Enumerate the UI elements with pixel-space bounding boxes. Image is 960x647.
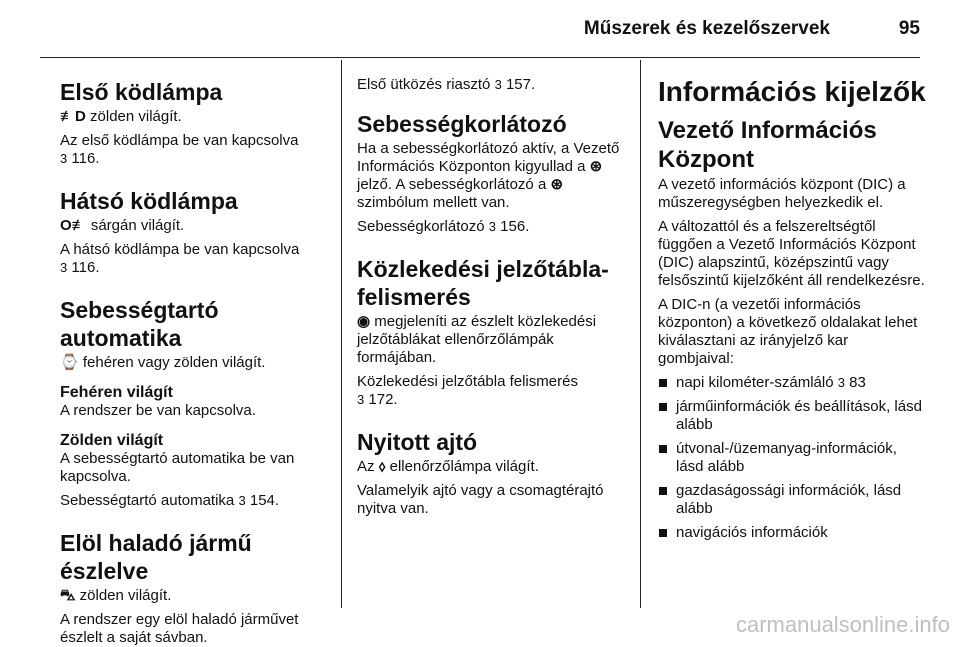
column-divider xyxy=(341,60,342,608)
body-text: Közlekedési jelzőtábla felismerés xyxy=(357,373,578,390)
page-reference[interactable]: 116. xyxy=(71,259,100,276)
rear-fog-icon: O≢ xyxy=(60,217,87,234)
dic-pages-list xyxy=(658,374,926,542)
page-ref-arrow-icon: 3 xyxy=(60,151,68,166)
body-text: Első ütközés riasztó xyxy=(357,76,491,93)
body-text: A változattól és a felszereltségtől függően a Vezető Információs Központ (DIC) alapszintű, középszintű vagy felsőszintű kijelzőként áll rendelkezésre. xyxy=(658,218,925,289)
page-reference[interactable]: 154. xyxy=(249,492,280,509)
page-reference[interactable]: 116. xyxy=(71,150,100,167)
subsection-title: Zölden világít xyxy=(60,432,164,449)
section-title: Közlekedési jelzőtábla-felismerés xyxy=(357,256,609,310)
body-text: Ha a sebességkorlátozó aktív, a Vezető Információs Központon kigyullad a xyxy=(357,140,620,175)
column-3 xyxy=(658,60,926,542)
page-reference[interactable]: 83 xyxy=(849,374,866,391)
page-reference[interactable]: 172. xyxy=(368,391,398,408)
section-title: Sebességtartó automatika xyxy=(60,297,219,351)
list-item: útvonal-/üzemanyag-információk, lásd alább xyxy=(658,440,926,476)
page-ref-arrow-icon: 3 xyxy=(238,493,246,508)
page-ref-arrow-icon: 3 xyxy=(488,219,496,234)
body-text: A hátsó ködlámpa be van kapcsolva xyxy=(60,241,300,258)
section-title: Sebességkorlátozó xyxy=(357,111,567,137)
body-text: A rendszer be van kapcsolva. xyxy=(60,402,256,419)
page-reference[interactable]: 157. xyxy=(505,76,536,93)
list-item: napi kilométer-számláló 3 83 xyxy=(658,374,926,392)
body-text: Sebességtartó automatika xyxy=(60,492,235,509)
column-2 xyxy=(357,60,625,518)
body-text: fehéren vagy zölden világít. xyxy=(82,354,266,371)
page-header xyxy=(40,14,920,50)
page-ref-arrow-icon: 3 xyxy=(494,77,502,92)
body-text: megjeleníti az észlelt közlekedési jelzőtáblákat ellenőrzőlámpák formájában. xyxy=(357,313,597,366)
cruise-control-icon: ⌚ xyxy=(60,354,79,371)
body-text: A sebességtartó automatika be van kapcsolva. xyxy=(60,450,295,485)
header-rule xyxy=(40,57,920,58)
body-text: zölden világít. xyxy=(90,108,182,125)
body-text: jelző. A sebességkorlátozó a xyxy=(357,176,547,193)
header-title: Műszerek és kezelőszervek xyxy=(583,18,830,39)
body-text: A vezető információs központ (DIC) a műszeregységben helyezkedik el. xyxy=(658,176,906,211)
section-title: Első ködlámpa xyxy=(60,79,223,105)
page-ref-arrow-icon: 3 xyxy=(60,260,68,275)
speed-limiter-icon: ⊛ xyxy=(589,158,603,175)
body-text: Az xyxy=(357,458,375,475)
body-text: ellenőrzőlámpa világít. xyxy=(389,458,539,475)
page-number: 95 xyxy=(898,18,920,39)
list-item: gazdaságossági információk, lásd alább xyxy=(658,482,926,518)
section-title: Nyitott ajtó xyxy=(357,429,478,455)
section-title: Elöl haladó jármű észlelve xyxy=(60,530,252,584)
page-ref-arrow-icon: 3 xyxy=(357,392,365,407)
front-fog-icon: ≢D xyxy=(60,108,86,125)
vehicle-ahead-icon: ⛍ xyxy=(60,587,76,604)
column-1 xyxy=(60,60,332,647)
subsection-title: Fehéren világít xyxy=(60,384,173,401)
page-reference[interactable]: 156. xyxy=(500,218,530,235)
page-ref-arrow-icon: 3 xyxy=(837,375,845,390)
body-text: szimbólum mellett van. xyxy=(357,194,510,211)
watermark: carmanualsonline.info xyxy=(735,612,950,637)
body-text: Sebességkorlátozó xyxy=(357,218,485,235)
body-text: Valamelyik ajtó vagy a csomagtérajtó nyitva van. xyxy=(357,482,604,517)
list-item: navigációs információk xyxy=(658,524,926,542)
chapter-title: Információs kijelzők xyxy=(658,76,926,107)
body-text: Az első ködlámpa be van kapcsolva xyxy=(60,132,299,149)
door-open-icon: ⬨ xyxy=(378,458,386,475)
list-item: járműinformációk és beállítások, lásd alább xyxy=(658,398,926,434)
column-divider xyxy=(640,60,641,608)
body-text: A rendszer egy elöl haladó járművet észlelt a saját sávban. xyxy=(60,611,299,646)
section-title: Vezető Információs Központ xyxy=(658,117,877,173)
body-text: zölden világít. xyxy=(79,587,172,604)
body-text: A DIC-n (a vezetői információs központon) a következő oldalakat lehet kiválasztani az irányjelző kar gombjaival: xyxy=(658,296,918,367)
body-text: sárgán világít. xyxy=(90,217,185,234)
speed-limiter-icon: ⊛ xyxy=(550,176,564,193)
section-title: Hátsó ködlámpa xyxy=(60,188,238,214)
traffic-sign-icon: ◉ xyxy=(357,313,371,330)
